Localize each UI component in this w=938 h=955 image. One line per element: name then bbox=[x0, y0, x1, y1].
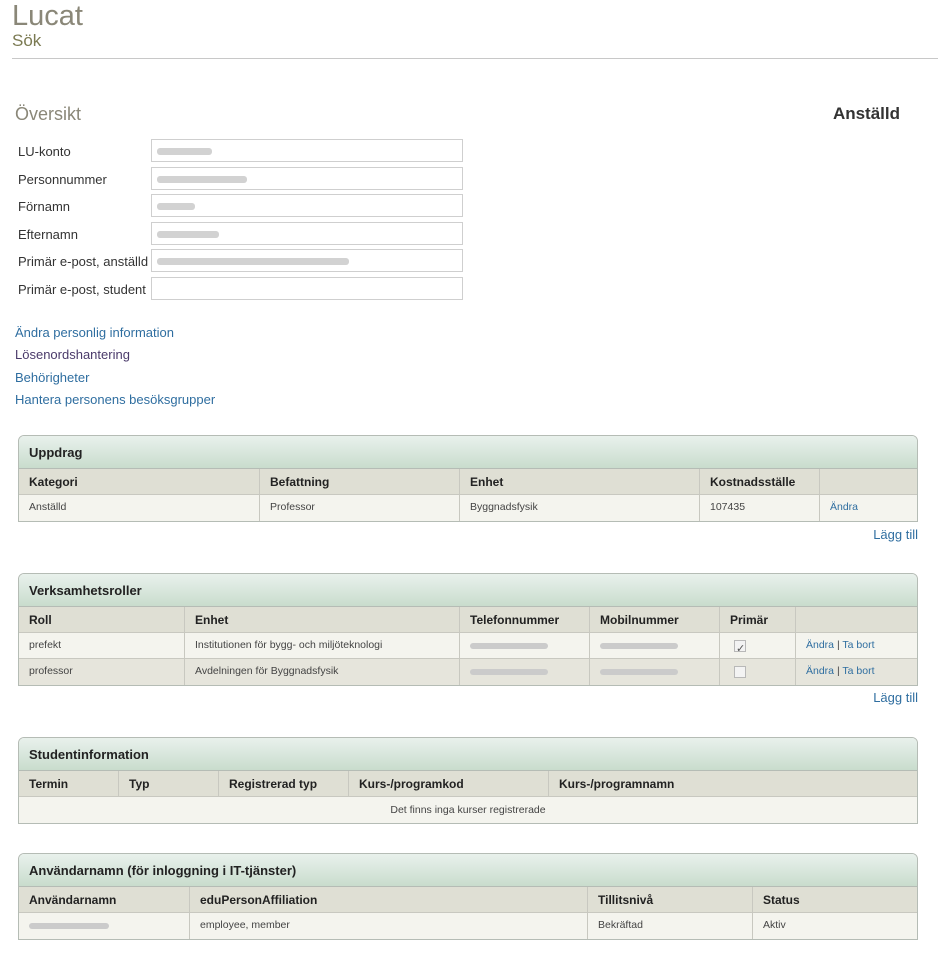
field-epost-student bbox=[18, 277, 464, 305]
usernames-table bbox=[19, 887, 917, 939]
cell-mobil bbox=[590, 659, 720, 685]
cell-enhet: Institutionen för bygg- och miljöteknologi bbox=[185, 633, 460, 658]
page-header bbox=[12, 0, 938, 59]
table-header-row bbox=[19, 469, 917, 495]
field-label: Förnamn bbox=[18, 199, 71, 214]
fornamn-input[interactable] bbox=[151, 194, 463, 217]
empty-message: Det finns inga kurser registrerade bbox=[19, 797, 917, 823]
field-label: Efternamn bbox=[18, 226, 78, 242]
cell-primar bbox=[720, 633, 796, 658]
field-epost-anstalld bbox=[18, 249, 464, 277]
cell-enhet: Byggnadsfysik bbox=[460, 495, 700, 521]
table-row bbox=[19, 913, 917, 939]
cell-actions bbox=[796, 633, 917, 658]
cell-affiliation: employee, member bbox=[190, 913, 588, 939]
app-title: Lucat bbox=[12, 0, 83, 32]
panel-title: Uppdrag bbox=[19, 436, 917, 469]
column-header: Kostnadsställe bbox=[700, 469, 820, 494]
redacted-value bbox=[157, 231, 219, 238]
cell-status: Aktiv bbox=[763, 919, 786, 931]
table-header-row bbox=[19, 887, 917, 913]
column-header: Tillitsnivå bbox=[588, 887, 753, 912]
column-header: Kurs-/programnamn bbox=[559, 777, 675, 791]
efternamn-input[interactable] bbox=[151, 222, 463, 245]
table-row bbox=[19, 659, 917, 685]
redacted-value bbox=[157, 148, 212, 155]
cell-primar bbox=[720, 659, 796, 685]
cell-anvandarnamn bbox=[19, 913, 190, 939]
field-label: Primär e-post, student bbox=[18, 281, 146, 297]
panel-title: Studentinformation bbox=[19, 738, 917, 771]
redacted-value bbox=[600, 669, 678, 675]
roles-panel bbox=[18, 573, 918, 686]
field-personnummer bbox=[18, 167, 464, 195]
table-row bbox=[19, 495, 917, 521]
panel-title: Användarnamn (för inloggning i IT-tjänster) bbox=[19, 854, 917, 887]
redacted-value bbox=[470, 643, 548, 649]
cell-actions bbox=[796, 659, 917, 685]
field-label: LU-konto bbox=[18, 144, 71, 159]
edit-role-link[interactable]: Ändra bbox=[806, 665, 835, 677]
add-role-link[interactable]: Lägg till bbox=[873, 690, 918, 705]
student-table bbox=[19, 771, 917, 823]
field-label: Primär e-post, anställd bbox=[18, 254, 149, 269]
personal-info-form bbox=[18, 139, 464, 304]
epost-anstalld-input[interactable] bbox=[151, 249, 463, 272]
cell-befattning: Professor bbox=[260, 495, 460, 521]
cell-telefon bbox=[460, 633, 590, 658]
column-header bbox=[796, 607, 917, 632]
redacted-value bbox=[157, 176, 247, 183]
employee-role-label: Anställd bbox=[832, 104, 900, 123]
edit-role-link[interactable]: Ändra bbox=[806, 639, 835, 651]
column-header: eduPersonAffiliation bbox=[190, 887, 588, 912]
redacted-value bbox=[157, 258, 349, 265]
redacted-value bbox=[29, 923, 109, 929]
link-visitor-groups[interactable]: Hantera personens besöksgrupper bbox=[15, 391, 216, 407]
student-panel bbox=[18, 737, 918, 824]
overview-title: Översikt bbox=[15, 104, 82, 124]
personnummer-input[interactable] bbox=[151, 167, 463, 190]
cell-mobil bbox=[590, 633, 720, 658]
column-header: Mobilnummer bbox=[590, 607, 720, 632]
column-header: Telefonnummer bbox=[460, 607, 590, 632]
column-header: Roll bbox=[19, 607, 185, 632]
table-header-row bbox=[19, 771, 917, 797]
link-edit-personal-info[interactable]: Ändra personlig information bbox=[15, 325, 174, 340]
field-label: Personnummer bbox=[18, 171, 107, 187]
column-header: Befattning bbox=[260, 469, 460, 494]
action-links bbox=[15, 325, 215, 414]
cell-enhet: Avdelningen för Byggnadsfysik bbox=[185, 659, 460, 685]
redacted-value bbox=[600, 643, 678, 649]
lu-konto-input[interactable] bbox=[151, 139, 463, 162]
cell-roll: prefekt bbox=[19, 633, 185, 658]
table-row bbox=[19, 633, 917, 659]
epost-student-input[interactable] bbox=[151, 277, 463, 300]
field-efternamn bbox=[18, 222, 464, 250]
usernames-panel bbox=[18, 853, 918, 940]
cell-telefon bbox=[460, 659, 590, 685]
column-header: Enhet bbox=[460, 469, 700, 494]
column-header: Primär bbox=[720, 607, 796, 632]
roles-table bbox=[19, 607, 917, 685]
column-header: Kategori bbox=[19, 469, 260, 494]
column-header: Enhet bbox=[185, 607, 460, 632]
edit-uppdrag-link[interactable]: Ändra bbox=[830, 501, 859, 513]
cell-kategori: Anställd bbox=[19, 495, 260, 521]
link-permissions[interactable]: Behörigheter bbox=[15, 369, 90, 385]
column-header bbox=[820, 469, 917, 494]
redacted-value bbox=[157, 203, 195, 210]
cell-roll: professor bbox=[19, 659, 185, 685]
remove-role-link[interactable]: Ta bort bbox=[842, 665, 875, 677]
column-header: Registrerad typ bbox=[219, 771, 349, 796]
field-lu-konto bbox=[18, 139, 464, 167]
field-fornamn bbox=[18, 194, 464, 222]
table-header-row bbox=[19, 607, 917, 633]
page-subtitle[interactable]: Sök bbox=[12, 31, 42, 50]
uppdrag-table bbox=[19, 469, 917, 521]
column-header: Användarnamn bbox=[19, 887, 190, 912]
remove-role-link[interactable]: Ta bort bbox=[842, 639, 875, 651]
uppdrag-panel bbox=[18, 435, 918, 522]
cell-kostnadsstalle: 107435 bbox=[700, 495, 820, 521]
add-uppdrag-link[interactable]: Lägg till bbox=[873, 527, 918, 542]
separator: | bbox=[836, 639, 840, 651]
column-header: Typ bbox=[119, 771, 219, 796]
primary-checkbox[interactable] bbox=[734, 666, 746, 678]
column-header: Kurs-/programkod bbox=[349, 771, 549, 796]
link-password-management[interactable]: Lösenordshantering bbox=[15, 347, 130, 363]
redacted-value bbox=[470, 669, 548, 675]
separator: | bbox=[836, 665, 840, 677]
column-header: Termin bbox=[19, 771, 119, 796]
panel-title: Verksamhetsroller bbox=[19, 574, 917, 607]
primary-checkbox[interactable] bbox=[734, 640, 746, 652]
cell-tillitsniva: Bekräftad bbox=[588, 913, 753, 939]
column-header: Status bbox=[763, 893, 800, 907]
